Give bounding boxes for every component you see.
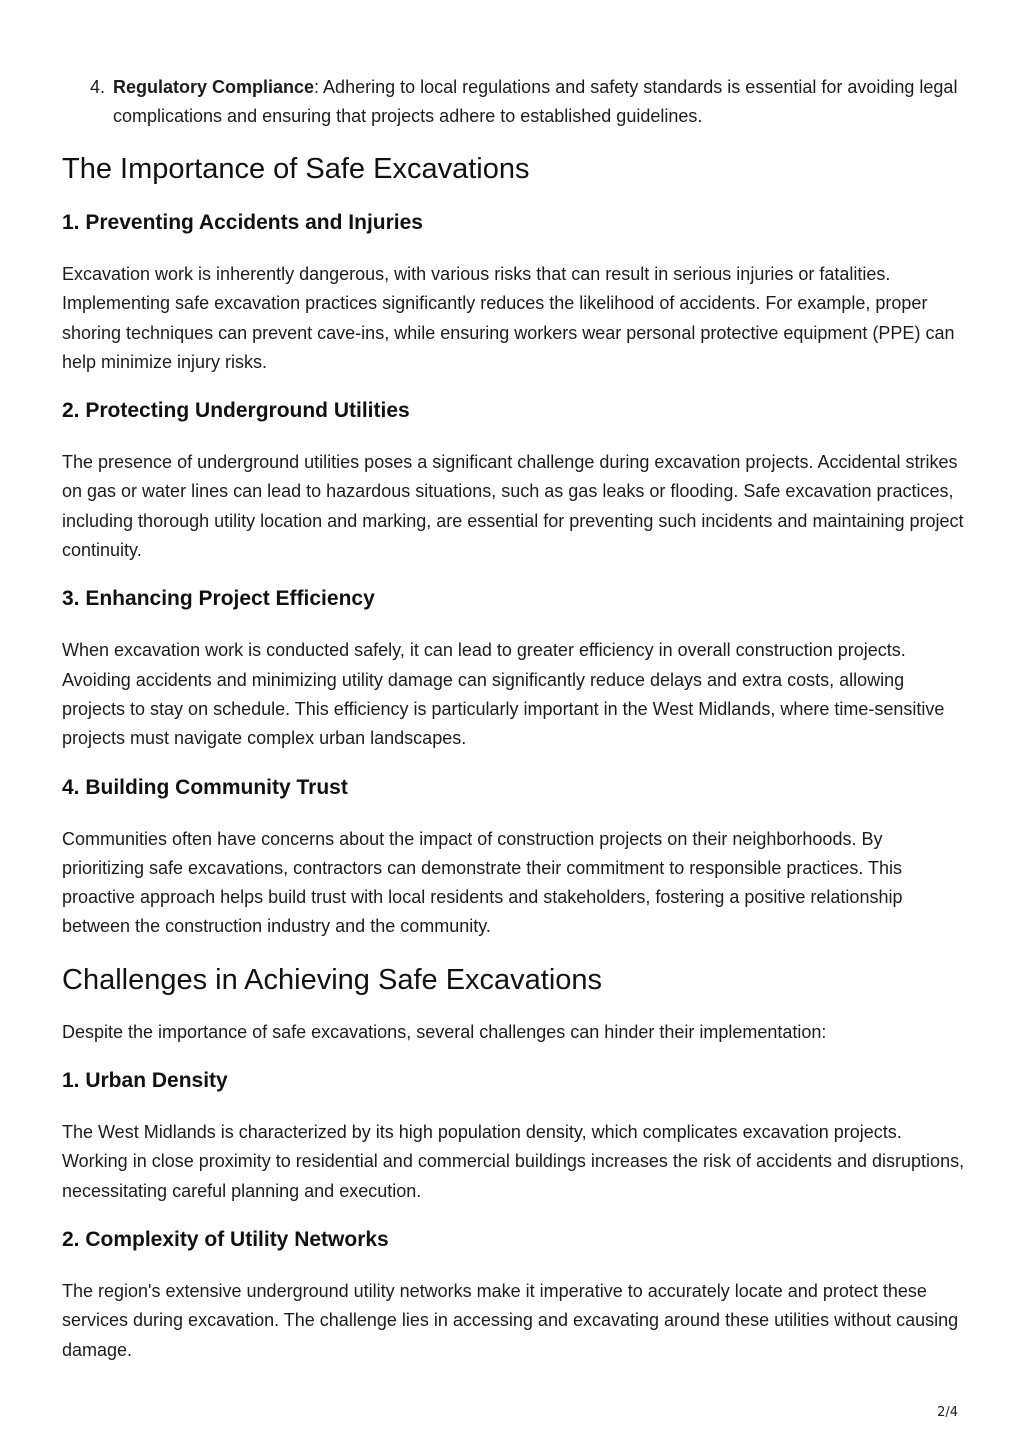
subsection-heading-community-trust: 4. Building Community Trust bbox=[62, 775, 348, 799]
section-title-importance: The Importance of Safe Excavations bbox=[62, 153, 530, 185]
paragraph-challenges-intro: Despite the importance of safe excavations, several challenges can hinder their implementation: bbox=[62, 1021, 827, 1042]
section-title-challenges: Challenges in Achieving Safe Excavations bbox=[62, 963, 603, 996]
subsection-heading-urban-density: 1. Urban Density bbox=[62, 1069, 228, 1093]
subsection-heading-project-efficiency: 3. Enhancing Project Efficiency bbox=[62, 587, 375, 611]
page-number: 2/4 bbox=[937, 1405, 958, 1420]
list-item-text: : Adhering to local regulations and safety standards is essential for avoiding legal complications and ensuring that projects adhere to established guidelines. bbox=[113, 77, 958, 126]
document-page bbox=[62, 0, 968, 1365]
subsection-heading-utility-networks: 2. Complexity of Utility Networks bbox=[62, 1227, 389, 1251]
list-item-number: 4. bbox=[90, 77, 106, 97]
subsection-heading-protecting-utilities: 2. Protecting Underground Utilities bbox=[62, 399, 410, 423]
paragraph-utility-networks: The region's extensive underground utility networks make it imperative to accurately locate and protect these services during excavation. The challenge lies in accessing and excavating around these utilities without causing damage. bbox=[62, 1280, 959, 1360]
list-item-regulatory-compliance bbox=[62, 73, 968, 131]
paragraph-community-trust: Communities often have concerns about the impact of construction projects on their neighborhoods. By prioritizing safe excavations, contractors can demonstrate their commitment to responsible practices. This proactive approach helps build trust with local residents and stakeholders, fostering a positive relationship between the construction industry and the community. bbox=[62, 828, 903, 937]
paragraph-preventing-accidents: Excavation work is inherently dangerous, with various risks that can result in serious injuries or fatalities. Implementing safe excavation practices significantly reduces the likelihood of accidents. For example, proper shoring techniques can prevent cave-ins, while ensuring workers wear personal protective equipment (PPE) can help minimize injury risks. bbox=[62, 264, 955, 372]
paragraph-project-efficiency: When excavation work is conducted safely, it can lead to greater efficiency in overall construction projects. Avoiding accidents and minimizing utility damage can significantly reduce delays and extra costs, allowing projects to stay on schedule. This efficiency is particularly important in the West Midlands, where time-sensitive projects must navigate complex urban landscapes. bbox=[62, 640, 945, 749]
list-item-term: Regulatory Compliance bbox=[113, 77, 315, 97]
paragraph-urban-density: The West Midlands is characterized by its high population density, which complicates excavation projects. Working in close proximity to residential and commercial buildings increases the risk of accidents and disruptions, necessitating careful planning and execution. bbox=[62, 1122, 965, 1201]
paragraph-protecting-utilities: The presence of underground utilities poses a significant challenge during excavation projects. Accidental strikes on gas or water lines can lead to hazardous situations, such as gas leaks or flooding. Safe excavation practices, including thorough utility location and marking, are essential for preventing such incidents and maintaining project continuity. bbox=[62, 452, 964, 561]
subsection-heading-preventing-accidents: 1. Preventing Accidents and Injuries bbox=[62, 211, 423, 234]
